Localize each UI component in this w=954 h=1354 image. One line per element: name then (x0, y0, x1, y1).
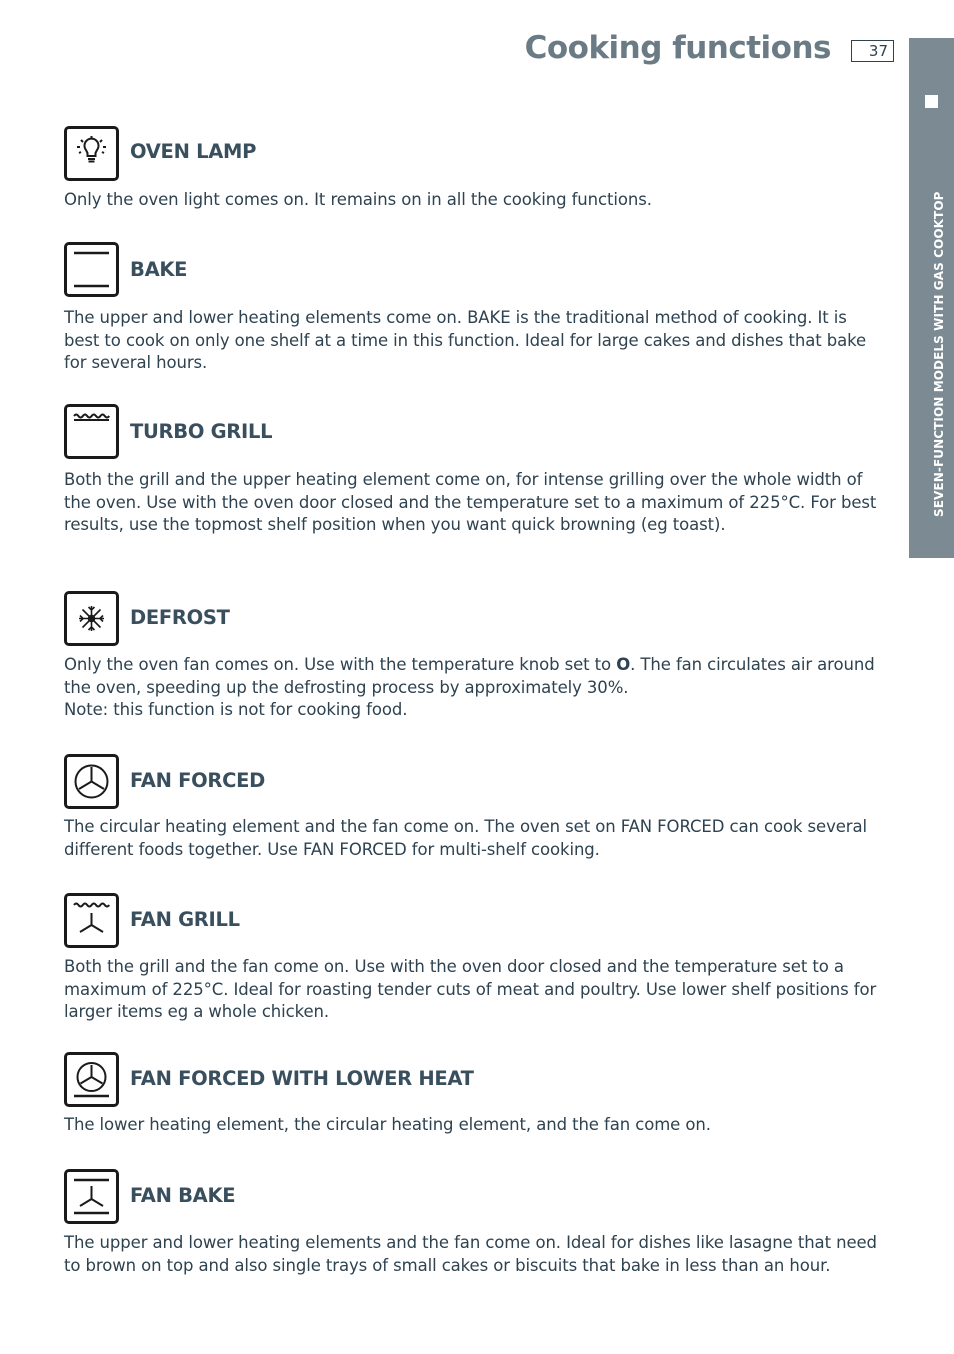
text-fan-forced-lower-heat: The lower heating element, the circular heating element, and the fan come on. (64, 1115, 711, 1134)
side-tab-label: SEVEN-FUNCTION MODELS WITH GAS COOKTOP (932, 191, 946, 517)
text-fan-forced: The circular heating element and the fan come on. The oven set on FAN FORCED can cook several different foods together. Use FAN FORCED for multi-shelf cooking. (64, 817, 867, 859)
heading-oven-lamp: OVEN LAMP (130, 140, 257, 163)
section-oven-lamp (64, 126, 884, 216)
text-turbo-grill: Both the grill and the upper heating element come on, for intense grilling over the whole width of the oven. Use with the oven door closed and the temperature set to a maximum of 225°C. For best results, use the topmost shelf position when you want quick browning (eg toast). (64, 470, 877, 535)
heading-fan-forced: FAN FORCED (130, 769, 266, 792)
text-oven-lamp: Only the oven light comes on. It remains on in all the cooking functions. (64, 190, 652, 209)
text-defrost-part2: . The fan circulates air around the oven, speeding up the defrosting process by approximately 30%. (64, 655, 875, 697)
text-defrost-part1: Only the oven fan comes on. Use with the temperature knob set to (64, 655, 617, 674)
section-defrost (64, 591, 884, 731)
fan-grill-icon (64, 893, 119, 948)
heading-turbo-grill: TURBO GRILL (130, 420, 273, 443)
fan-bake-icon (64, 1169, 119, 1224)
section-fan-forced (64, 754, 884, 864)
lamp-icon (64, 126, 119, 181)
fan-forced-lower-heat-icon (64, 1052, 119, 1107)
snowflake-icon (64, 591, 119, 646)
section-bake (64, 242, 884, 382)
fan-forced-icon (64, 754, 119, 809)
heading-defrost: DEFROST (130, 606, 230, 629)
section-turbo-grill (64, 404, 884, 564)
text-defrost (64, 654, 884, 722)
section-fan-forced-lower-heat (64, 1052, 884, 1142)
section-fan-bake (64, 1169, 884, 1309)
heading-bake: BAKE (130, 258, 188, 281)
side-tab-marker (925, 95, 938, 108)
bake-icon (64, 242, 119, 297)
text-defrost-note: Note: this function is not for cooking food. (64, 700, 408, 720)
page-number: 37 (851, 40, 894, 62)
turbo-grill-icon (64, 404, 119, 459)
side-tab (909, 38, 954, 558)
text-bake: The upper and lower heating elements come on. BAKE is the traditional method of cooking. It is best to cook on only one shelf at a time in this function. Ideal for large cakes and dishes that bake for several hours. (64, 308, 867, 373)
heading-fan-grill: FAN GRILL (130, 908, 240, 931)
text-fan-grill: Both the grill and the fan come on. Use with the oven door closed and the temperature set to a maximum of 225°C. Ideal for roasting tender cuts of meat and poultry. Use lower shelf positions for larger items eg a whole chicken. (64, 957, 877, 1022)
text-fan-bake: The upper and lower heating elements and the fan come on. Ideal for dishes like lasagne that need to brown on top and also single trays of small cakes or biscuits that bake in less than an hour. (64, 1233, 877, 1275)
page-title: Cooking functions (524, 30, 831, 66)
heading-fan-forced-lower-heat: FAN FORCED WITH LOWER HEAT (130, 1067, 474, 1090)
knob-symbol: O (616, 655, 631, 674)
heading-fan-bake: FAN BAKE (130, 1184, 236, 1207)
section-fan-grill (64, 893, 884, 1028)
